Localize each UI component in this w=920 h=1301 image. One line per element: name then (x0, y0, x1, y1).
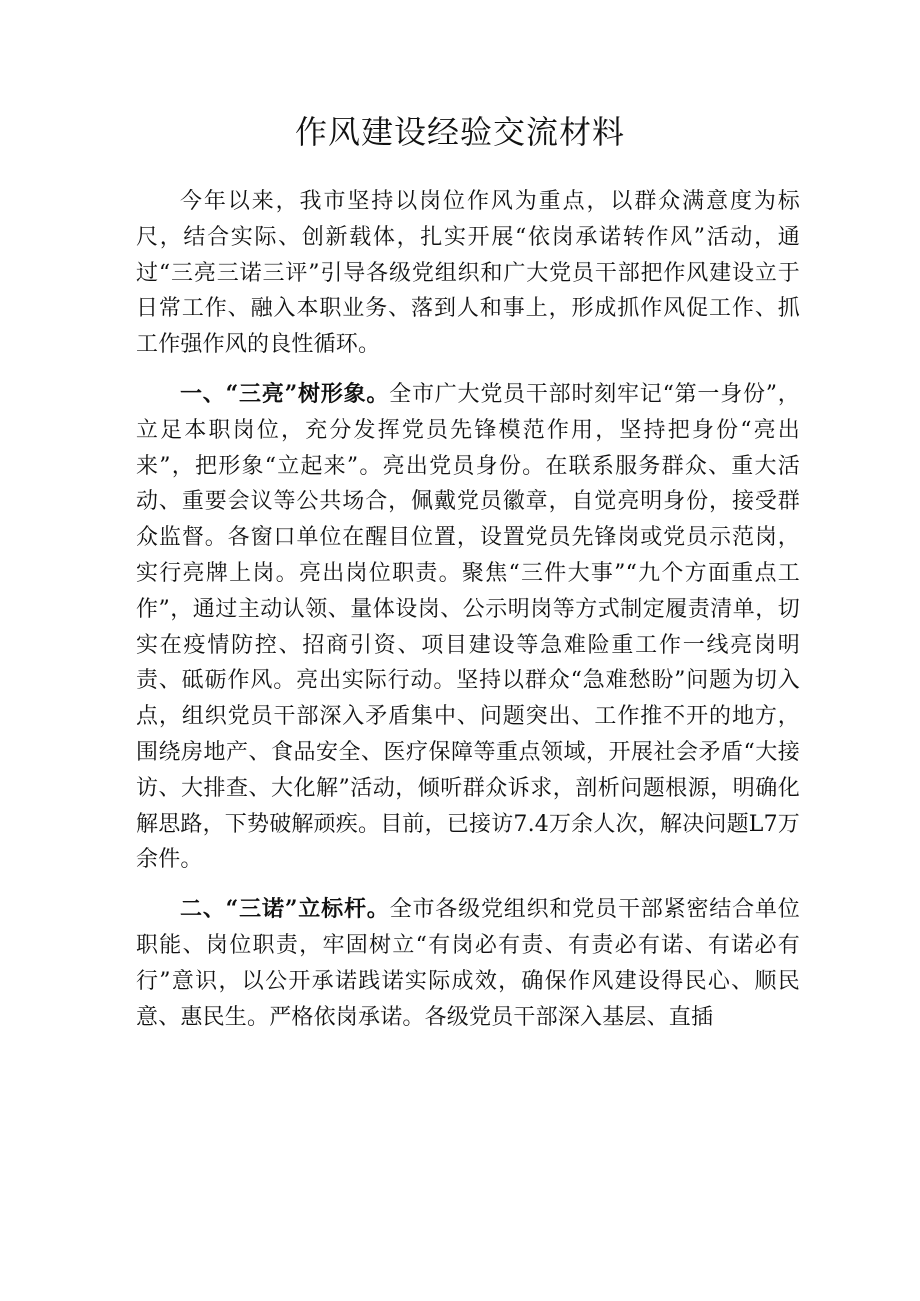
paragraph-heading: 二、“三诺”立标杆。 (180, 896, 390, 923)
paragraph-section-two (136, 892, 800, 1035)
paragraph-intro (136, 184, 800, 363)
document-body (136, 184, 800, 1049)
paragraph-text: 全市广大党员干部时刻牢记“第一身份”，立足本职岗位，充分发挥党员先锋模范作用，坚持把身份“亮出来”，把形象“立起来”。亮出党员身份。在联系服务群众、重大活动、重要会议等公共场合，佩戴党员徽章，自觉亮明身份，接受群众监督。各窗口单位在醒目位置，设置党员先锋岗或党员示范岗，实行亮牌上岗。亮出岗位职责。聚焦“三件大事”“九个方面重点工作”，通过主动认领、量体设岗、公示明岗等方式制定履责清单，切实在疫情防控、招商引资、项目建设等急难险重工作一线亮岗明责、砥砺作风。亮出实际行动。坚持以群众“急难愁盼”问题为切入点，组织党员干部深入矛盾集中、问题突出、工作推不开的地方，围绕房地产、食品安全、医疗保障等重点领域，开展社会矛盾“大接访、大排查、大化解”活动，倾听群众诉求，剖析问题根源，明确化解思路，下势破解顽疾。目前，已接访7.4万余人次，解决问题L7万余件。 (136, 381, 801, 873)
paragraph-heading: 一、“三亮”树形象。 (180, 380, 390, 407)
paragraph-section-one (136, 377, 800, 878)
paragraph-text: 今年以来，我市坚持以岗位作风为重点，以群众满意度为标尺，结合实际、创新载体，扎实开展“依岗承诺转作风”活动，通过“三亮三诺三评”引导各级党组织和广大党员干部把作风建设立于日常工作、融入本职业务、落到人和事上，形成抓作风促工作、抓工作强作风的良性循环。 (136, 189, 800, 358)
paragraph-text: 全市各级党组织和党员干部紧密结合单位职能、岗位职责，牢固树立“有岗必有责、有责必有诺、有诺必有行”意识，以公开承诺践诺实际成效，确保作风建设得民心、顺民意、惠民生。严格依岗承诺。各级党员干部深入基层、直插 (136, 897, 800, 1030)
document-title: 作风建设经验交流材料 (294, 113, 625, 151)
